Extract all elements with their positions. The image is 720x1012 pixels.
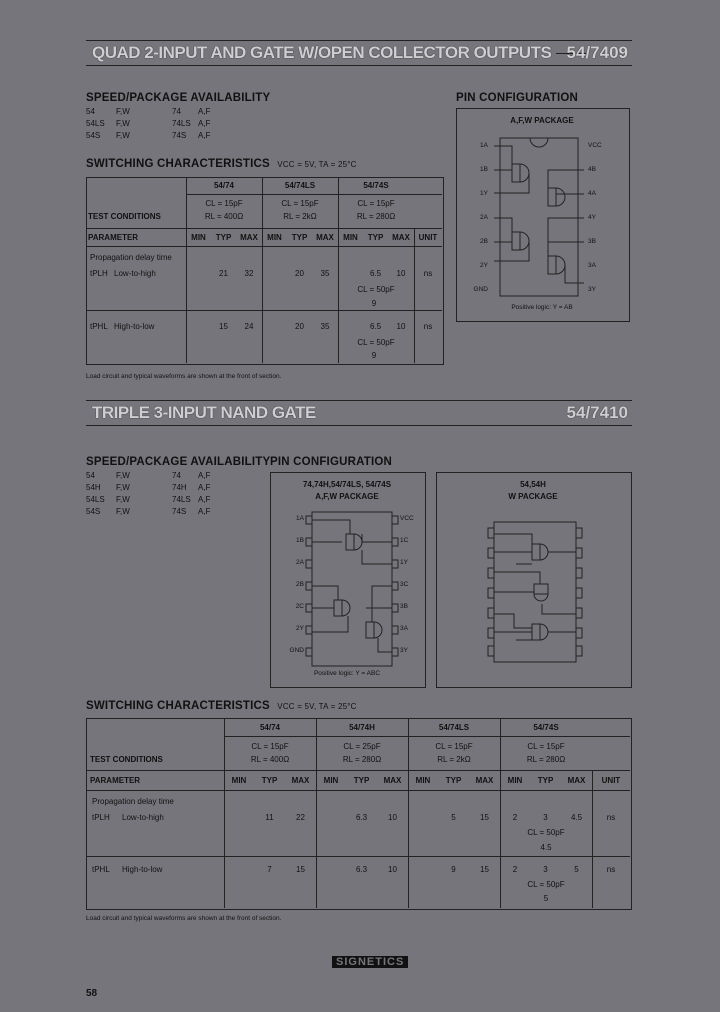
- table-cell: ns: [423, 269, 433, 278]
- nand-gate: [532, 624, 548, 640]
- param-direction: Low-to-high: [114, 269, 156, 278]
- param-symbol: tPHL: [90, 322, 108, 331]
- and-gate: [512, 164, 529, 182]
- param-symbol: tPHL: [92, 865, 110, 874]
- load-condition: CL = 15pF: [205, 199, 243, 208]
- pin-label-left: 1Y: [480, 190, 488, 197]
- load-note-value: 9: [371, 351, 377, 360]
- pin-label-left: 1A: [480, 142, 488, 149]
- family-header: 54/74: [259, 723, 281, 732]
- column-header: TYP: [537, 776, 554, 785]
- section2-pin-heading: PIN CONFIGURATION: [270, 456, 393, 468]
- family-header: 54/74: [213, 181, 235, 190]
- load-condition: RL = 2kΩ: [437, 755, 471, 764]
- pin-label-right: 3Y: [400, 647, 408, 654]
- table-cell: 24: [244, 322, 254, 331]
- logic-equation: Positive logic: Y = ABC: [313, 670, 381, 677]
- parameter-label: PARAMETER: [88, 233, 139, 242]
- table-cell: 11: [265, 813, 274, 822]
- section1-speed-heading: SPEED/PACKAGE AVAILABILITY: [86, 92, 271, 104]
- table-cell: 10: [396, 322, 406, 331]
- pin-label-right: 3C: [400, 581, 409, 588]
- table-cell: 6.3: [355, 813, 368, 822]
- pin-label-left: GND: [289, 647, 304, 654]
- availability-row: 54S F,W 74S A,F: [86, 131, 211, 140]
- section1-switching-heading: SWITCHING CHARACTERISTICS VCC = 5V, TA = 25°C: [86, 158, 357, 170]
- param-symbol: tPLH: [92, 813, 110, 822]
- pin-label-right: 3B: [400, 603, 408, 610]
- column-header: MAX: [240, 233, 258, 242]
- column-header: MAX: [291, 776, 310, 785]
- section2-part-number: 54/7410: [566, 403, 628, 422]
- section2-title: TRIPLE 3-INPUT NAND GATE: [92, 403, 316, 422]
- test-conditions-label: TEST CONDITIONS: [90, 755, 163, 764]
- column-header: TYP: [445, 776, 462, 785]
- column-header: MAX: [316, 233, 334, 242]
- section2-switching-heading: SWITCHING CHARACTERISTICS VCC = 5V, TA = 25°C: [86, 700, 357, 712]
- section2-availability: [86, 470, 210, 518]
- load-condition: RL = 280Ω: [342, 755, 382, 764]
- pin-label-left: 1B: [296, 537, 304, 544]
- package-label: W PACKAGE: [508, 492, 558, 501]
- load-condition: CL = 15pF: [527, 742, 565, 751]
- footnote: Load circuit and typical waveforms are shown at the front of section.: [86, 915, 282, 922]
- pin-label-left: 2C: [295, 603, 304, 610]
- pin-label-left: 2B: [296, 581, 304, 588]
- logic-equation: Positive logic: Y = AB: [511, 304, 573, 311]
- table-cell: 20: [295, 322, 304, 331]
- table-cell: 4.5: [570, 813, 583, 822]
- table-cell: 3: [543, 813, 548, 822]
- column-header: MIN: [343, 233, 358, 242]
- column-header: TYP: [353, 776, 370, 785]
- load-condition: RL = 400Ω: [250, 755, 290, 764]
- footnote: Load circuit and typical waveforms are shown at the front of section.: [86, 373, 282, 380]
- family-header: 54/74H: [349, 723, 375, 732]
- table-cell: 15: [480, 813, 489, 822]
- availability-row: 54 F,W 74 A,F: [86, 471, 211, 480]
- switching-conditions: VCC = 5V, TA = 25°C: [277, 160, 357, 169]
- family-header: 54/74S: [533, 723, 559, 732]
- pin-label-right: 3Y: [588, 286, 596, 293]
- pin-label-right: 3A: [400, 625, 408, 632]
- section1-availability: [86, 106, 210, 142]
- table-cell: 10: [396, 269, 406, 278]
- table-cell: 10: [388, 865, 397, 874]
- load-note-value: 5: [543, 894, 549, 903]
- section2-title-banner: [86, 400, 632, 426]
- pin-wires: [312, 520, 392, 652]
- pin-label-right: 3B: [588, 238, 596, 245]
- table-cell: 5: [451, 813, 456, 822]
- package-label: A,F,W PACKAGE: [315, 492, 379, 501]
- column-header: MIN: [267, 233, 282, 242]
- table-cell: 35: [320, 269, 330, 278]
- param-description: Propagation delay time: [90, 253, 172, 262]
- pin-label-right: 4A: [588, 190, 596, 197]
- pin-label-right: 1Y: [400, 559, 408, 566]
- param-direction: High-to-low: [114, 322, 155, 331]
- package-label: A,F,W PACKAGE: [510, 116, 574, 125]
- table-cell: 3: [543, 865, 548, 874]
- load-note: CL = 50pF: [357, 338, 395, 347]
- table-cell: 21: [219, 269, 228, 278]
- nand-gate: [534, 584, 548, 601]
- nand-gate: [346, 534, 362, 550]
- pin-label-left: 2Y: [480, 262, 488, 269]
- column-header: MAX: [475, 776, 494, 785]
- nand-gate: [532, 544, 548, 560]
- load-condition: RL = 280Ω: [526, 755, 566, 764]
- test-conditions-label: TEST CONDITIONS: [88, 212, 161, 221]
- load-condition: RL = 280Ω: [356, 212, 396, 221]
- table-cell: 2: [512, 813, 518, 822]
- load-condition: CL = 15pF: [435, 742, 473, 751]
- table-cell: ns: [606, 865, 616, 874]
- page-number: 58: [86, 988, 98, 999]
- pin-label-right: 1C: [400, 537, 409, 544]
- availability-row: 54LS F,W 74LS A,F: [86, 495, 211, 504]
- table-cell: 32: [244, 269, 254, 278]
- pin-label-right: 4Y: [588, 214, 596, 221]
- pin-label-left: 2B: [480, 238, 488, 245]
- table-cell: 35: [320, 322, 330, 331]
- load-note: CL = 50pF: [527, 828, 565, 837]
- column-header: TYP: [291, 233, 308, 242]
- family-header: 54/74LS: [284, 181, 316, 190]
- load-condition: CL = 15pF: [357, 199, 395, 208]
- table-cell: 2: [512, 865, 518, 874]
- section1-pin-heading: PIN CONFIGURATION: [456, 92, 579, 104]
- column-header: TYP: [215, 233, 232, 242]
- section1-title: QUAD 2-INPUT AND GATE W/OPEN COLLECTOR OUTPUTS: [92, 43, 552, 62]
- load-note: CL = 50pF: [527, 880, 565, 889]
- table-cell: 22: [296, 813, 305, 822]
- table-cell: 9: [451, 865, 456, 874]
- package-label: 74,74H,54/74LS, 54/74S: [302, 480, 392, 489]
- load-note: CL = 50pF: [357, 285, 395, 294]
- pin-label-right: 4B: [588, 166, 596, 173]
- table-cell: 20: [295, 269, 304, 278]
- load-condition: CL = 25pF: [343, 742, 381, 751]
- family-header: 54/74S: [363, 181, 389, 190]
- table-cell: 10: [388, 813, 397, 822]
- signetics-logo: SIGNETICS: [332, 956, 408, 968]
- switching-conditions: VCC = 5V, TA = 25°C: [277, 702, 357, 711]
- column-header: MAX: [392, 233, 410, 242]
- param-symbol: tPLH: [90, 269, 108, 278]
- and-gate: [512, 232, 529, 250]
- availability-row: 54S F,W 74S A,F: [86, 507, 211, 516]
- load-condition: RL = 2kΩ: [283, 212, 317, 221]
- table-cell: 15: [219, 322, 228, 331]
- section1-part-number: 54/7409: [566, 43, 628, 62]
- column-header: MIN: [191, 233, 206, 242]
- column-header: MIN: [507, 776, 523, 785]
- column-header: MIN: [231, 776, 247, 785]
- pin-label-right: VCC: [588, 142, 602, 149]
- load-note-value: 4.5: [540, 843, 552, 852]
- pin-label-right: VCC: [400, 515, 414, 522]
- load-condition: RL = 400Ω: [204, 212, 244, 221]
- table-cell: 5: [574, 865, 579, 874]
- pin-label-left: GND: [473, 286, 488, 293]
- load-condition: CL = 15pF: [281, 199, 319, 208]
- column-header: TYP: [367, 233, 384, 242]
- column-header: MAX: [383, 776, 402, 785]
- pin-label-left: 2A: [296, 559, 304, 566]
- column-header: MIN: [415, 776, 431, 785]
- pin-label-left: 1A: [296, 515, 304, 522]
- param-direction: Low-to-high: [122, 813, 164, 822]
- column-header: UNIT: [601, 776, 621, 785]
- column-header: UNIT: [418, 233, 438, 242]
- section2-speed-heading: SPEED/PACKAGE AVAILABILITY: [86, 456, 271, 468]
- column-header: TYP: [261, 776, 278, 785]
- nand-gate: [334, 600, 350, 616]
- availability-row: 54 F,W 74 A,F: [86, 107, 211, 116]
- param-direction: High-to-low: [122, 865, 163, 874]
- pin-label-left: 2Y: [296, 625, 304, 632]
- pin-label-left: 1B: [480, 166, 488, 173]
- load-note-value: 9: [371, 299, 377, 308]
- table-cell: 6.5: [369, 322, 382, 331]
- param-description: Propagation delay time: [92, 797, 174, 806]
- table-cell: 6.3: [355, 865, 368, 874]
- column-header: MAX: [567, 776, 586, 785]
- and-gate: [548, 256, 565, 274]
- package-label: 54,54H: [520, 480, 546, 489]
- table-cell: 7: [267, 865, 272, 874]
- chip-outline: [312, 512, 392, 666]
- table-cell: ns: [423, 322, 433, 331]
- family-header: 54/74LS: [438, 723, 470, 732]
- and-gate: [548, 188, 565, 206]
- load-condition: CL = 15pF: [251, 742, 289, 751]
- table-cell: ns: [606, 813, 616, 822]
- pin-wires: [548, 146, 584, 283]
- nand-gate: [366, 622, 382, 638]
- availability-row: 54H F,W 74H A,F: [86, 483, 211, 492]
- parameter-label: PARAMETER: [90, 776, 141, 785]
- table-cell: 6.5: [369, 269, 382, 278]
- column-header: MIN: [323, 776, 339, 785]
- section1-title-banner: [86, 40, 632, 66]
- chip-diagram-svg: [436, 472, 630, 686]
- table-cell: 15: [480, 865, 489, 874]
- availability-row: 54LS F,W 74LS A,F: [86, 119, 211, 128]
- table-cell: 15: [296, 865, 305, 874]
- pin-label-left: 2A: [480, 214, 488, 221]
- pin-label-right: 3A: [588, 262, 596, 269]
- chip-notch: [530, 138, 548, 147]
